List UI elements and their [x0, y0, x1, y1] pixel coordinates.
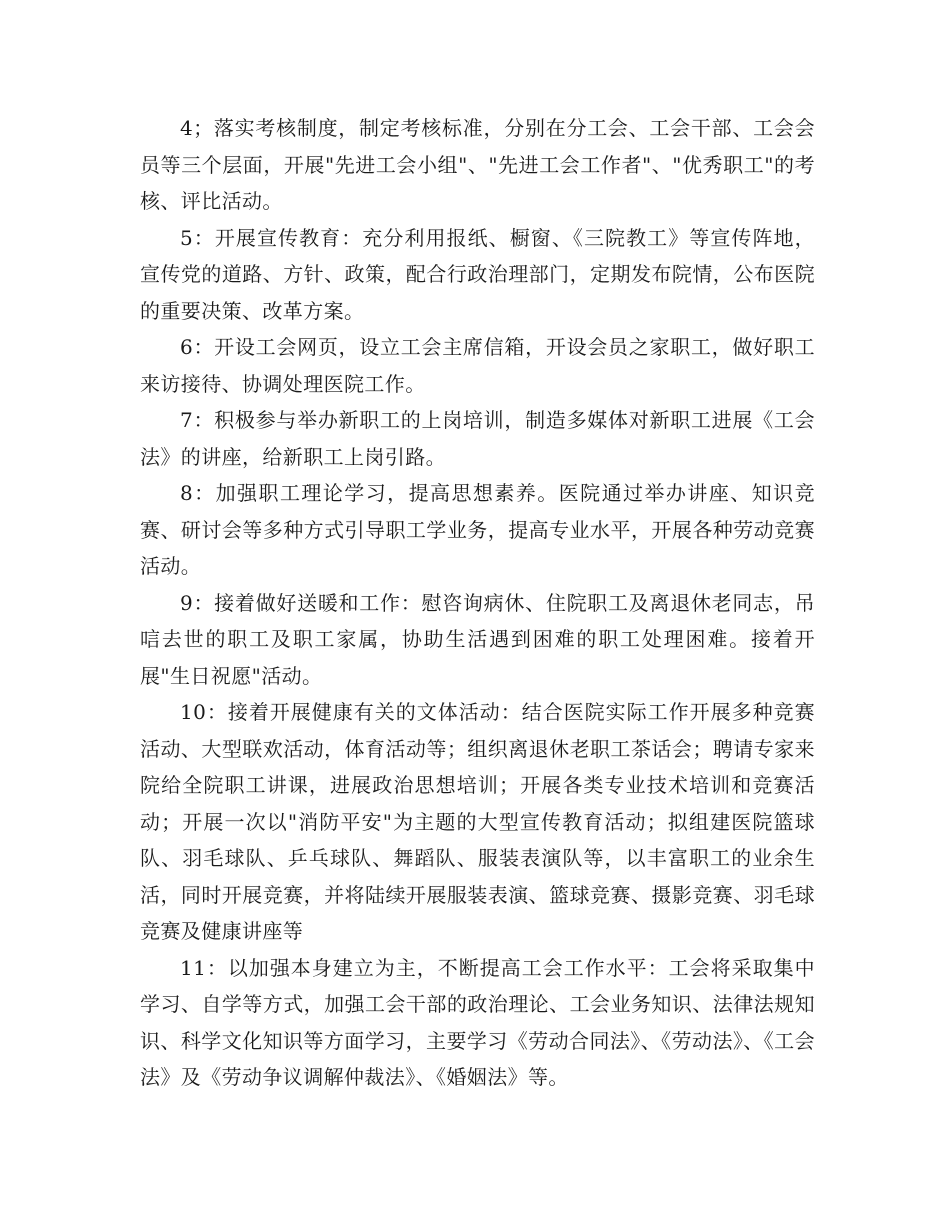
paragraph-item-11: 11：以加强本身建立为主，不断提高工会工作水平：工会将采取集中学习、自学等方式，加强工会干部的政治理论、工会业务知识、法律法规知识、科学文化知识等方面学习，主要学习《劳动合同法》、《劳动法》、《工会法》及《劳动争议调解仲裁法》、《婚姻法》等。 [140, 955, 815, 1089]
paragraph-item-6: 6：开设工会网页，设立工会主席信箱，开设会员之家职工，做好职工来访接待、协调处理医院工作。 [140, 335, 815, 396]
paragraph-item-8: 8：加强职工理论学习，提高思想素养。医院通过举办讲座、知识竞赛、研讨会等多种方式引导职工学业务，提高专业水平，开展各种劳动竞赛活动。 [140, 481, 815, 578]
document-body [140, 110, 815, 1096]
paragraph-item-5: 5：开展宣传教育：充分利用报纸、橱窗、《三院教工》等宣传阵地，宣传党的道路、方针、政策，配合行政治理部门，定期发布院情，公布医院的重要决策、改革方案。 [140, 225, 815, 323]
paragraph-item-9: 9：接着做好送暖和工作：慰咨询病休、住院职工及离退休老同志，吊唁去世的职工及职工家属，协助生活遇到困难的职工处理困难。接着开展"生日祝愿"活动。 [140, 590, 815, 688]
paragraph-item-10: 10：接着开展健康有关的文体活动：结合医院实际工作开展多种竞赛活动、大型联欢活动，体育活动等；组织离退休老职工茶话会；聘请专家来院给全院职工讲课，进展政治思想培训；开展各类专业技术培训和竞赛活动；开展一次以"消防平安"为主题的大型宣传教育活动；拟组建医院篮球队、羽毛球队、乒乓球队、舞蹈队、服装表演队等，以丰富职工的业余生活，同时开展竞赛，并将陆续开展服装表演、篮球竞赛、摄影竞赛、羽毛球竞赛及健康讲座等 [140, 700, 815, 943]
paragraph-item-4: 4；落实考核制度，制定考核标准，分别在分工会、工会干部、工会会员等三个层面，开展"先进工会小组"、"先进工会工作者"、"优秀职工"的考核、评比活动。 [140, 116, 815, 213]
paragraph-item-7: 7：积极参与举办新职工的上岗培训，制造多媒体对新职工进展《工会法》的讲座，给新职工上岗引路。 [140, 408, 815, 469]
